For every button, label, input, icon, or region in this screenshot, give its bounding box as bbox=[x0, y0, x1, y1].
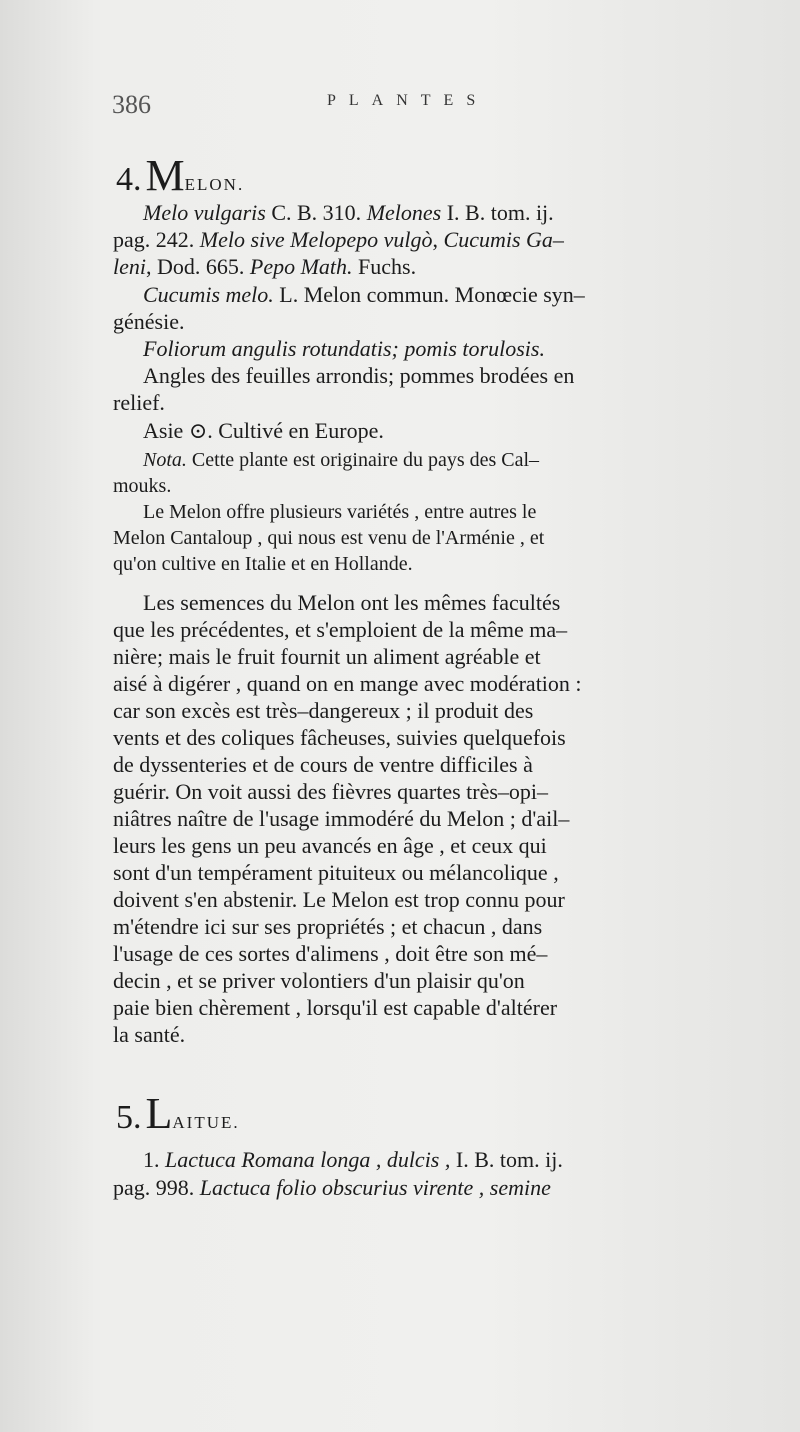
text-line: decin , et se priver volontiers d'un plaisir qu'on bbox=[113, 968, 525, 993]
section-heading-melon bbox=[116, 150, 244, 201]
text-line: Les semences du Melon ont les mêmes facultés bbox=[143, 590, 561, 615]
text-line: Melon Cantaloup , qui nous est venu de l'Arménie , et bbox=[113, 527, 545, 549]
section-title-rest: AITUE. bbox=[172, 1113, 240, 1132]
running-title: PLANTES bbox=[327, 92, 489, 109]
text-line: relief. bbox=[113, 390, 165, 415]
text-line: guérir. On voit aussi des fièvres quartes très–opi– bbox=[113, 779, 549, 804]
text-line: mouks. bbox=[113, 475, 172, 497]
text-line: niâtres naître de l'usage immodéré du Melon ; d'ail– bbox=[113, 806, 570, 831]
text-line: doivent s'en abstenir. Le Melon est trop connu pour bbox=[113, 887, 565, 912]
text-line: vents et des coliques fâcheuses, suivies quelquefois bbox=[113, 725, 566, 750]
text-line: Asie ⊙. Cultivé en Europe. bbox=[143, 418, 384, 443]
text-line: car son excès est très–dangereux ; il produit des bbox=[113, 698, 534, 723]
section-heading-laitue bbox=[116, 1088, 240, 1139]
section-number: 4. bbox=[116, 161, 142, 198]
text-line: la santé. bbox=[113, 1022, 186, 1047]
text-line: Melo vulgaris C. B. 310. Melones I. B. tom. ij. bbox=[143, 200, 554, 225]
text-line: leurs les gens un peu avancés en âge , et ceux qui bbox=[113, 833, 547, 858]
text-line: qu'on cultive en Italie et en Hollande. bbox=[113, 553, 413, 575]
text-line: m'étendre ici sur ses propriétés ; et chacun , dans bbox=[113, 914, 543, 939]
text-line: nière; mais le fruit fournit un aliment agréable et bbox=[113, 644, 541, 669]
text-line: paie bien chèrement , lorsqu'il est capable d'altérer bbox=[113, 995, 558, 1020]
text-line: Angles des feuilles arrondis; pommes brodées en bbox=[143, 363, 575, 388]
section-initial: M bbox=[145, 151, 185, 200]
text-line: pag. 242. Melo sive Melopepo vulgò, Cucumis Ga– bbox=[113, 227, 564, 252]
text-line: pag. 998. Lactuca folio obscurius virente , semine bbox=[113, 1175, 551, 1200]
text-line: que les précédentes, et s'emploient de la même ma– bbox=[113, 617, 568, 642]
text-line: Cucumis melo. L. Melon commun. Monœcie syn– bbox=[143, 282, 585, 307]
text-line: génésie. bbox=[113, 309, 185, 334]
section-initial: L bbox=[145, 1089, 173, 1138]
text-line: de dyssenteries et de cours de ventre difficiles à bbox=[113, 752, 533, 777]
text-line: leni, Dod. 665. Pepo Math. Fuchs. bbox=[113, 254, 417, 279]
section-title-rest: ELON. bbox=[184, 175, 245, 194]
text-line: aisé à digérer , quand on en mange avec modération : bbox=[113, 671, 582, 696]
text-line: l'usage de ces sortes d'alimens , doit être son mé– bbox=[113, 941, 548, 966]
text-line: Le Melon offre plusieurs variétés , entre autres le bbox=[143, 501, 537, 523]
text-line: 1. Lactuca Romana longa , dulcis , I. B. tom. ij. bbox=[143, 1147, 563, 1172]
section-number: 5. bbox=[116, 1099, 142, 1136]
text-line: sont d'un tempérament pituiteux ou mélancolique , bbox=[113, 860, 559, 885]
text-line: Nota. Cette plante est originaire du pays des Cal– bbox=[143, 449, 540, 471]
text-line: Foliorum angulis rotundatis; pomis torulosis. bbox=[143, 336, 545, 361]
page-number: 386 bbox=[112, 90, 151, 119]
